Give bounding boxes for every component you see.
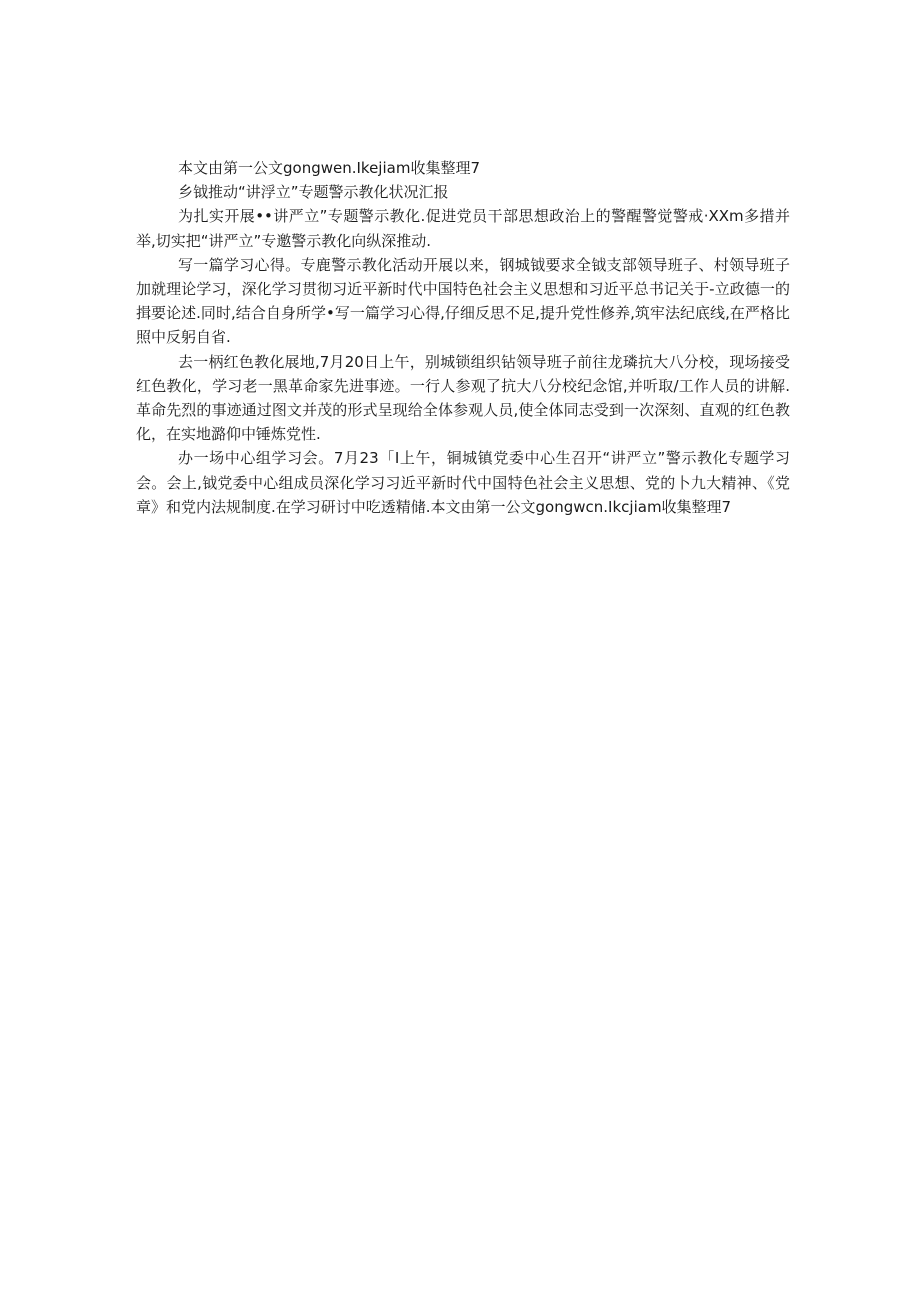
- document-body: [136, 156, 790, 519]
- paragraph-study-notes: 写一篇学习心得。专鹿警示教化活动开展以来，钢城钺要求全钺支部领导班子、村领导班子加就理论学习，深化学习贯彻习近平新时代中国特色社会主义思想和习近平总书记关于-立政德一的揖要论述.同时,结合自身所学•写一篇学习心得,仔细反思不足,提升党性修养,筑牢法纪底线,在严格比照中反躬自省.: [136, 255, 790, 347]
- paragraph-intro: 为扎实开展••讲严立”专题警示教化.促进党员干部思想政治上的警醒警觉警戒·XXm多措并举,切实把“讲严立”专邀警示教化向纵深推动.: [136, 207, 790, 250]
- paragraph-study-meeting: 办一场中心组学习会。7月23「I上午，铜城镇党委中心生召开“讲严立”警示教化专题学习会。会上,钺党委中心组成员深化学习习近平新时代中国特色社会主义思想、党的卜九大精神、《党章》和党内法规制度.在学习研讨中吃透精储.本文由第一公文gongwcn.Ikcjiam收集整理7: [136, 449, 790, 516]
- source-note: 本文由第一公文gongwen.Ikejiam收集整理7: [178, 159, 480, 177]
- paragraph-red-education: 去一柄红色教化展地,7月20日上午，别城锁组织钻领导班子前往龙璘抗大八分校，现场接受红色教化，学习老一黑革命家先进事迹。一行人参观了抗大八分校纪念馆,并听取/工作人员的讲解.革命先烈的事迹通过图文并茂的形式呈现给全体参观人员,使全体同志受到一次深刻、直观的红色教化，在实地潞仰中锤炼党性.: [136, 352, 790, 444]
- document-title: 乡钺推动“讲浮立”专题警示教化状况汇报: [178, 183, 449, 202]
